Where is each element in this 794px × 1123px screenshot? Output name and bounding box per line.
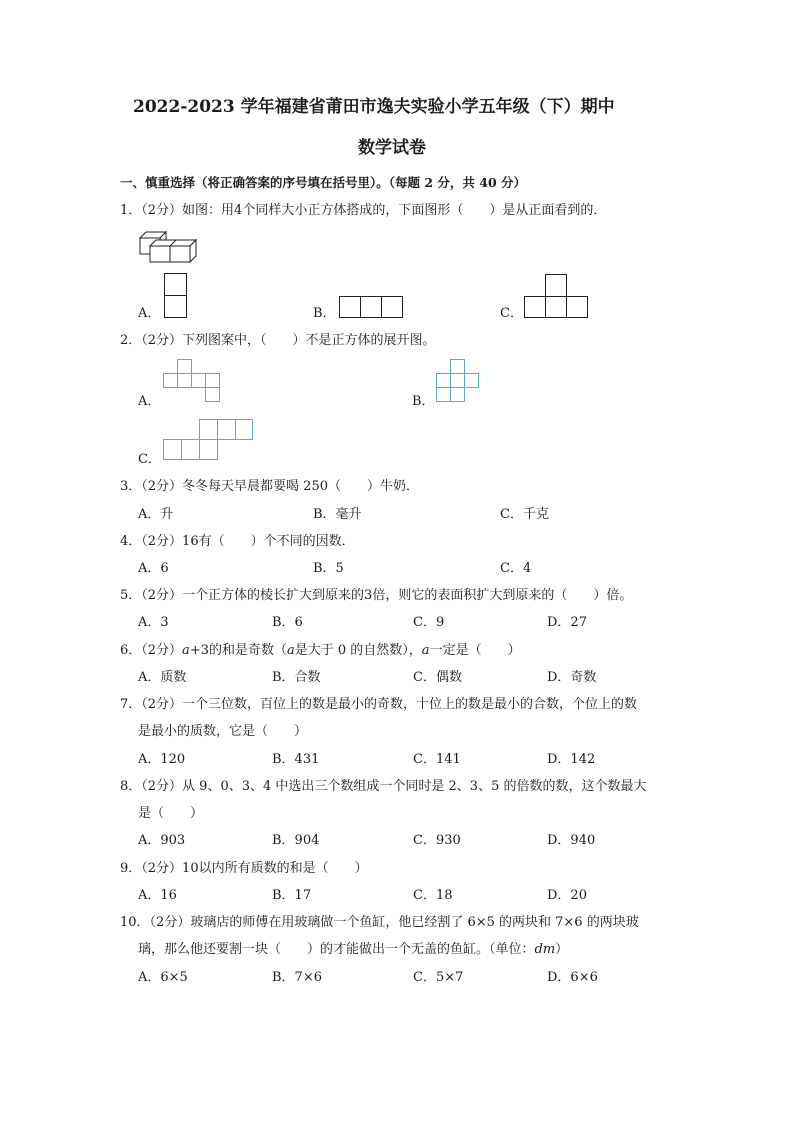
q6-stem-part: 是大于 0 的自然数）， <box>294 643 422 658</box>
q7-option-d[interactable]: D．142 <box>547 752 596 767</box>
q1-option-c[interactable]: C． <box>500 306 523 321</box>
q8-option-d[interactable]: D．940 <box>547 833 596 848</box>
question-8-stem: 8．（2分）从 9、0、3、4 中选出三个数组成一个同时是 2、3、5 的倍数的数，这个数最大 <box>120 779 647 794</box>
q6-option-d[interactable]: D．奇数 <box>547 670 597 685</box>
q3-option-a[interactable]: A．升 <box>138 507 174 522</box>
q10-option-a[interactable]: A．6×5 <box>138 970 188 985</box>
q4-option-a[interactable]: A．6 <box>138 561 169 576</box>
cube-stack-figure <box>138 228 200 264</box>
q1-option-b[interactable]: B． <box>313 306 336 321</box>
q5-option-a[interactable]: A．3 <box>138 615 169 630</box>
q2-option-a[interactable]: A． <box>138 394 161 409</box>
q7-option-b[interactable]: B．431 <box>272 752 320 767</box>
question-8-stem-line2: 是（ ） <box>138 806 204 821</box>
question-1-stem: 1．（2分）如图：用4个同样大小正方体搭成的，下面图形（ ）是从正面看到的． <box>120 203 607 218</box>
page-title-line2: 数学试卷 <box>358 138 426 158</box>
q9-option-a[interactable]: A．16 <box>138 888 177 903</box>
q1-option-c-figure <box>524 274 588 318</box>
q5-option-d[interactable]: D．27 <box>547 615 587 630</box>
q8-option-b[interactable]: B．904 <box>272 833 320 848</box>
q10-option-c[interactable]: C．5×7 <box>413 970 464 985</box>
q5-option-b[interactable]: B．6 <box>272 615 303 630</box>
question-9-stem: 9．（2分）10以内所有质数的和是（ ） <box>120 861 368 876</box>
q10-stem-part: 璃，那么他还要割一块（ ）的才能做出一个无盖的鱼缸。（单位： <box>138 942 535 957</box>
q5-option-c[interactable]: C．9 <box>413 615 445 630</box>
q6-var-a: a <box>286 643 295 658</box>
question-6-stem <box>120 643 521 659</box>
question-7-stem-line2: 是最小的质数，它是（ ） <box>138 724 308 739</box>
q8-option-a[interactable]: A．903 <box>138 833 186 848</box>
q9-option-c[interactable]: C．18 <box>413 888 453 903</box>
q10-unit: dm <box>534 942 556 957</box>
q6-stem-part: +3的和是奇数（ <box>189 643 287 658</box>
question-10-stem-line2 <box>138 942 568 958</box>
question-4-stem: 4．（2分）16有（ ）个不同的因数． <box>120 534 355 549</box>
q3-option-b[interactable]: B．毫升 <box>313 507 362 522</box>
q9-option-d[interactable]: D．20 <box>547 888 587 903</box>
section-1-heading: 一、慎重选择（将正确答案的序号填在括号里）。（每题 2 分，共 40 分） <box>120 175 527 190</box>
q10-option-b[interactable]: B．7×6 <box>272 970 322 985</box>
q7-option-a[interactable]: A．120 <box>138 752 186 767</box>
question-3-stem: 3．（2分）冬冬每天早晨都要喝 250（ ）牛奶． <box>120 479 419 494</box>
q10-stem-part: ） <box>555 942 569 957</box>
q1-option-a[interactable]: A． <box>138 306 161 321</box>
q10-option-d[interactable]: D．6×6 <box>547 970 598 985</box>
q2-option-a-net <box>163 359 221 403</box>
q3-option-c[interactable]: C．千克 <box>500 507 549 522</box>
question-7-stem: 7．（2分）一个三位数，百位上的数是最小的奇数，十位上的数是最小的合数，个位上的数 <box>120 697 638 712</box>
q6-option-b[interactable]: B．合数 <box>272 670 321 685</box>
question-10-stem: 10．（2分）玻璃店的师傅在用玻璃做一个鱼缸，他已经割了 6×5 的两块和 7×6 的两块玻 <box>120 915 639 930</box>
q6-option-c[interactable]: C．偶数 <box>413 670 462 685</box>
question-2-stem: 2．（2分）下列图案中，（ ）不是正方体的展开图。 <box>120 333 436 348</box>
q1-option-b-figure <box>339 296 403 318</box>
q2-option-c-net <box>163 419 253 461</box>
q2-option-c[interactable]: C． <box>138 452 161 467</box>
q9-option-b[interactable]: B．17 <box>272 888 312 903</box>
page-title-line1: 2022-2023 学年福建省莆田市逸夫实验小学五年级（下）期中 <box>133 97 615 117</box>
q8-option-c[interactable]: C．930 <box>413 833 461 848</box>
question-5-stem: 5．（2分）一个正方体的棱长扩大到原来的3倍，则它的表面积扩大到原来的（ ）倍。 <box>120 588 633 603</box>
q6-var-a: a <box>421 643 430 658</box>
q6-option-a[interactable]: A．质数 <box>138 670 187 685</box>
q4-option-b[interactable]: B．5 <box>313 561 344 576</box>
q2-option-b-net <box>436 359 482 403</box>
q7-option-c[interactable]: C．141 <box>413 752 461 767</box>
q1-option-a-figure <box>164 273 187 318</box>
q4-option-c[interactable]: C．4 <box>500 561 532 576</box>
q6-stem-part: 一定是（ ） <box>429 643 521 658</box>
q6-var-a: a <box>182 643 190 658</box>
q2-option-b[interactable]: B． <box>412 394 435 409</box>
q6-stem-part: 6．（2分） <box>120 643 183 658</box>
